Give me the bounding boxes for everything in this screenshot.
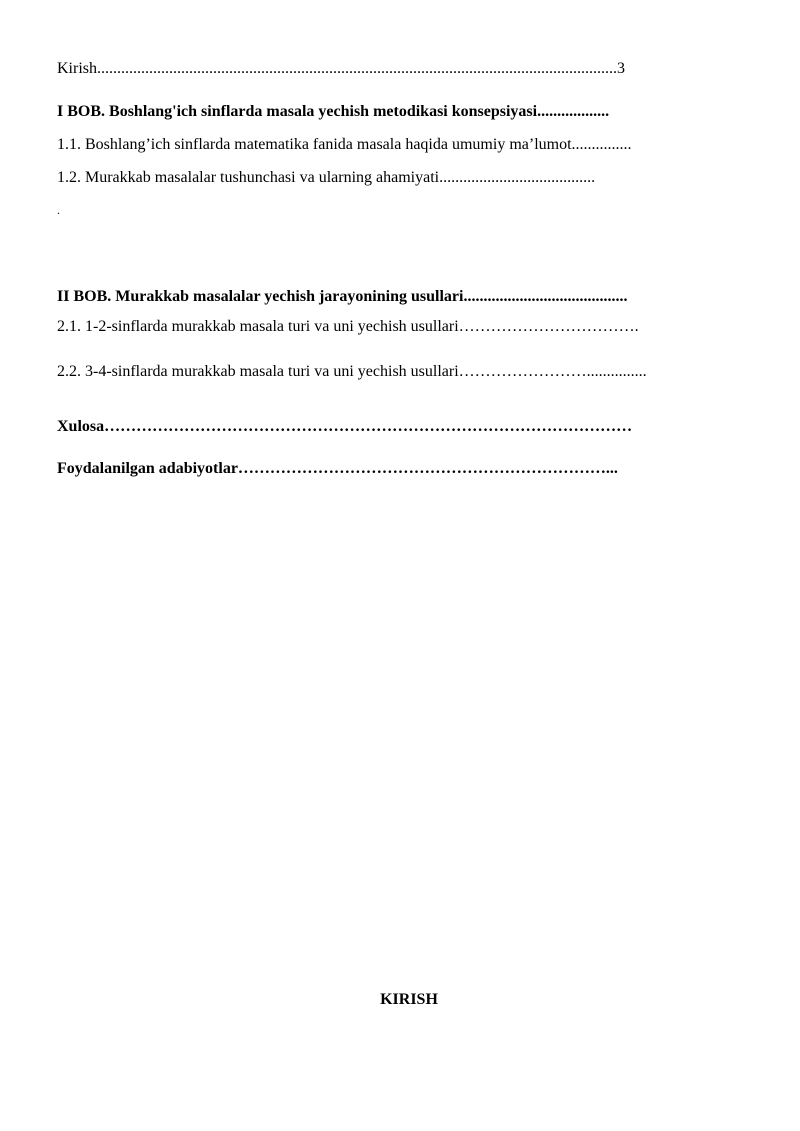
toc-conclusion: Xulosa……………………………………………………………………………………… — [57, 418, 633, 435]
toc-section-2-2: 2.2. 3-4-sinflarda murakkab masala turi va uni yechish usullari……………………............... — [57, 363, 647, 380]
toc-references: Foydalanilgan adabiyotlar……………………………………………………………... — [57, 460, 618, 477]
toc-intro: Kirish..................................................................................................................................3 — [57, 60, 625, 77]
toc-chapter1-title: I BOB. Boshlang'ich sinflarda masala yechish metodikasi konsepsiyasi.................. — [57, 103, 610, 120]
toc-stray-dot: . — [57, 203, 60, 217]
section-heading-kirish: KIRISH — [380, 991, 438, 1008]
toc-chapter2-title: II BOB. Murakkab masalalar yechish jarayonining usullari......................................... — [57, 288, 628, 305]
toc-section-2-1: 2.1. 1-2-sinflarda murakkab masala turi va uni yechish usullari……………………………. — [57, 318, 639, 335]
toc-section-1-1: 1.1. Boshlang’ich sinflarda matematika fanida masala haqida umumiy ma’lumot............... — [57, 136, 632, 153]
toc-section-1-2: 1.2. Murakkab masalalar tushunchasi va ularning ahamiyati....................................... — [57, 169, 596, 186]
